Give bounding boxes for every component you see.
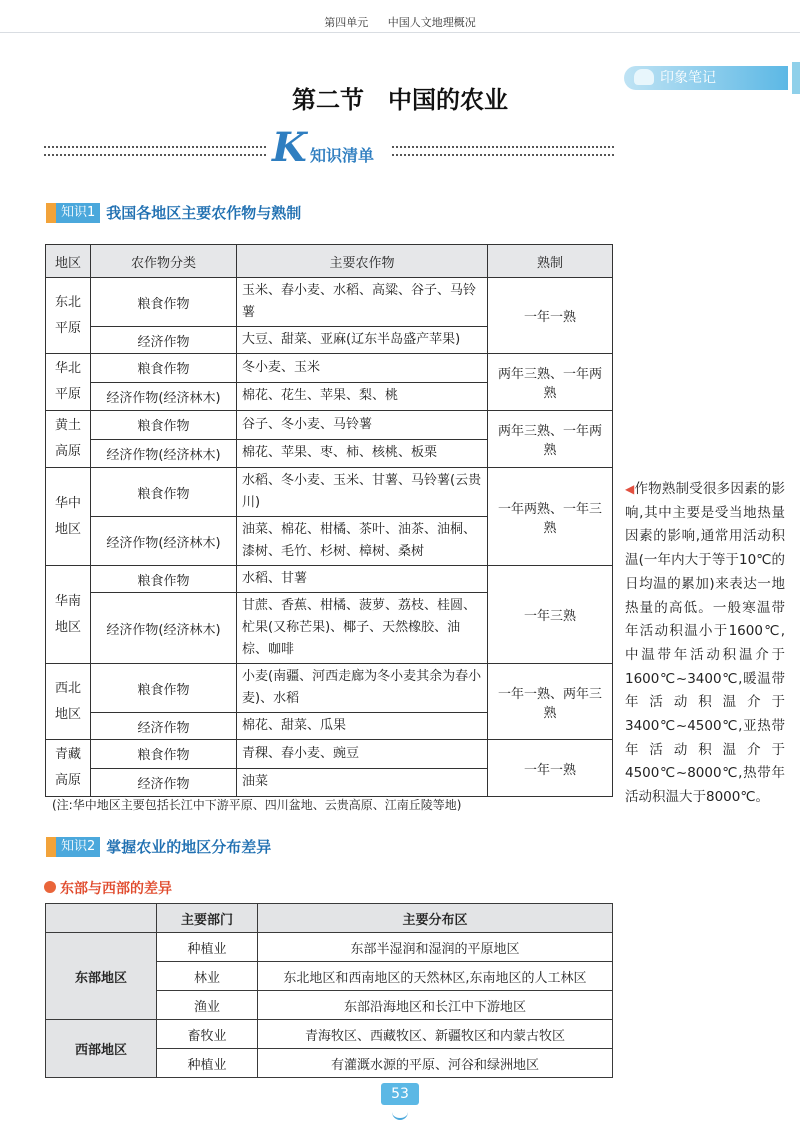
- region-name: 华南: [54, 593, 81, 609]
- crops-cell: 冬小麦、玉米: [237, 354, 488, 383]
- category-cell: 经济作物: [91, 713, 237, 740]
- region-cell: [46, 468, 91, 566]
- east-west-table: [45, 903, 613, 1078]
- crops-cell: 玉米、春小麦、水稻、高粱、谷子、马铃薯: [237, 278, 488, 327]
- section-title: 第二节 中国的农业: [292, 85, 508, 114]
- ripening-cell: 一年三熟: [488, 566, 613, 664]
- category-cell: 粮食作物: [91, 278, 237, 327]
- kp1-title: 我国各地区主要农作物与熟制: [106, 204, 302, 222]
- table-row: [46, 354, 613, 383]
- side-note-text: 作物熟制受很多因素的影响,其中主要是受当地热量因素的影响,通常用活动积温(一年内大于等于10℃的日均温的累加)来表达一地热量的高低。一般寒温带年活动积温小于1600℃,中温带年活动积温介于1600℃~3400℃,暖温带年活动积温介于3400℃~4500℃,亚热带年活动积温介于4500℃~8000℃,热带年活动积温大于8000℃。: [625, 481, 785, 806]
- header-ripening: 熟制: [488, 245, 613, 278]
- ripening-cell: 一年一熟: [488, 740, 613, 797]
- unit-number: 第四单元: [324, 16, 369, 29]
- crops-cell: 油菜: [237, 768, 488, 797]
- sector-cell: 林业: [157, 962, 258, 991]
- category-cell: 粮食作物: [91, 468, 237, 517]
- table-row: [46, 933, 613, 962]
- region-cell: [46, 566, 91, 664]
- header-category: 农作物分类: [91, 245, 237, 278]
- crops-cell: 水稻、冬小麦、玉米、甘薯、马铃薯(云贵川): [237, 468, 488, 517]
- table-row: [46, 566, 613, 593]
- east-region-cell: 东部地区: [46, 933, 157, 1020]
- area-cell: 有灌溉水源的平原、河谷和绿洲地区: [258, 1049, 613, 1078]
- crops-ripening-table: [45, 244, 613, 797]
- region-name: 高原: [54, 444, 81, 459]
- header-sector: 主要部门: [157, 904, 258, 933]
- category-cell: 粮食作物: [91, 354, 237, 383]
- region-name: 地区: [54, 706, 81, 722]
- side-note: [625, 478, 785, 810]
- region-cell: [46, 411, 91, 468]
- sector-cell: 渔业: [157, 991, 258, 1020]
- k-logo-icon: K: [272, 124, 307, 171]
- bullet-icon: [44, 881, 56, 893]
- leaf-icon: [392, 1108, 408, 1120]
- category-cell: 经济作物(经济林木): [91, 517, 237, 566]
- table-row: [46, 1020, 613, 1049]
- unit-title: 中国人文地理概况: [387, 16, 476, 29]
- ripening-cell: 两年三熟、一年两熟: [488, 411, 613, 468]
- table-note: (注:华中地区主要包括长江中下游平原、四川盆地、云贵高原、江南丘陵等地): [52, 798, 462, 812]
- table-row: [46, 740, 613, 769]
- crops-cell: 青稞、春小麦、豌豆: [237, 740, 488, 769]
- region-name: 平原: [54, 320, 81, 336]
- kp2-title: 掌握农业的地区分布差异: [106, 838, 272, 856]
- dotted-divider-right: [392, 146, 614, 156]
- header-rule: [0, 32, 800, 33]
- running-header: [0, 14, 800, 30]
- area-cell: 东北地区和西南地区的天然林区,东南地区的人工林区: [258, 962, 613, 991]
- region-cell: [46, 354, 91, 411]
- region-name: 西北: [54, 680, 81, 696]
- sector-cell: 种植业: [157, 933, 258, 962]
- crops-cell: 棉花、甜菜、瓜果: [237, 713, 488, 740]
- region-cell: [46, 278, 91, 354]
- header-region: 地区: [46, 245, 91, 278]
- crops-cell: 棉花、苹果、枣、柿、核桃、板栗: [237, 439, 488, 468]
- page-number: 53: [381, 1083, 419, 1105]
- table-header-row: [46, 904, 613, 933]
- ripening-cell: 一年一熟、两年三熟: [488, 664, 613, 740]
- sector-cell: 畜牧业: [157, 1020, 258, 1049]
- badge-label: 印象笔记: [660, 70, 716, 86]
- table-row: [46, 278, 613, 327]
- knowledge-list-title: 知识清单: [310, 146, 375, 165]
- crops-cell: 棉花、花生、苹果、梨、桃: [237, 382, 488, 411]
- knowledge-point-2: [46, 836, 271, 857]
- region-name: 华北: [54, 361, 81, 376]
- area-cell: 东部沿海地区和长江中下游地区: [258, 991, 613, 1020]
- dotted-divider-left: [44, 146, 266, 156]
- category-cell: 经济作物: [91, 327, 237, 354]
- header-crops: 主要农作物: [237, 245, 488, 278]
- region-name: 黄土: [54, 418, 81, 433]
- table-row: [46, 411, 613, 440]
- category-cell: 经济作物: [91, 768, 237, 797]
- table-row: [46, 664, 613, 713]
- knowledge-point-1: [46, 202, 301, 223]
- region-cell: [46, 740, 91, 797]
- category-cell: 经济作物(经济林木): [91, 593, 237, 664]
- category-cell: 粮食作物: [91, 740, 237, 769]
- header-area: 主要分布区: [258, 904, 613, 933]
- crops-cell: 水稻、甘薯: [237, 566, 488, 593]
- region-name: 华中: [54, 495, 81, 511]
- category-cell: 经济作物(经济林木): [91, 439, 237, 468]
- subsection-title: 东部与西部的差异: [60, 881, 172, 897]
- area-cell: 青海牧区、西藏牧区、新疆牧区和内蒙古牧区: [258, 1020, 613, 1049]
- header-blank: [46, 904, 157, 933]
- region-name: 平原: [54, 387, 81, 402]
- table-header-row: [46, 245, 613, 278]
- crops-cell: 小麦(南疆、河西走廊为冬小麦其余为春小麦)、水稻: [237, 664, 488, 713]
- region-name: 高原: [54, 773, 81, 788]
- kp1-label: 知识1: [46, 203, 100, 223]
- region-name: 青藏: [54, 747, 81, 762]
- region-name: 地区: [54, 619, 81, 635]
- category-cell: 经济作物(经济林木): [91, 382, 237, 411]
- kp2-label: 知识2: [46, 837, 100, 857]
- sector-cell: 种植业: [157, 1049, 258, 1078]
- crops-cell: 谷子、冬小麦、马铃薯: [237, 411, 488, 440]
- triangle-icon: ◀: [625, 482, 635, 496]
- region-cell: [46, 664, 91, 740]
- crops-cell: 油菜、棉花、柑橘、茶叶、油茶、油桐、漆树、毛竹、杉树、樟树、桑树: [237, 517, 488, 566]
- category-cell: 粮食作物: [91, 566, 237, 593]
- ripening-cell: 一年两熟、一年三熟: [488, 468, 613, 566]
- crops-cell: 大豆、甜菜、亚麻(辽东半岛盛产苹果): [237, 327, 488, 354]
- category-cell: 粮食作物: [91, 664, 237, 713]
- ripening-cell: 两年三熟、一年两熟: [488, 354, 613, 411]
- ripening-cell: 一年一熟: [488, 278, 613, 354]
- region-name: 东北: [54, 294, 81, 310]
- area-cell: 东部半湿润和湿润的平原地区: [258, 933, 613, 962]
- west-region-cell: 西部地区: [46, 1020, 157, 1078]
- crops-cell: 甘蔗、香蕉、柑橘、菠萝、荔枝、桂圆、杧果(又称芒果)、椰子、天然橡胶、油棕、咖啡: [237, 593, 488, 664]
- table-row: [46, 468, 613, 517]
- category-cell: 粮食作物: [91, 411, 237, 440]
- region-name: 地区: [54, 521, 81, 537]
